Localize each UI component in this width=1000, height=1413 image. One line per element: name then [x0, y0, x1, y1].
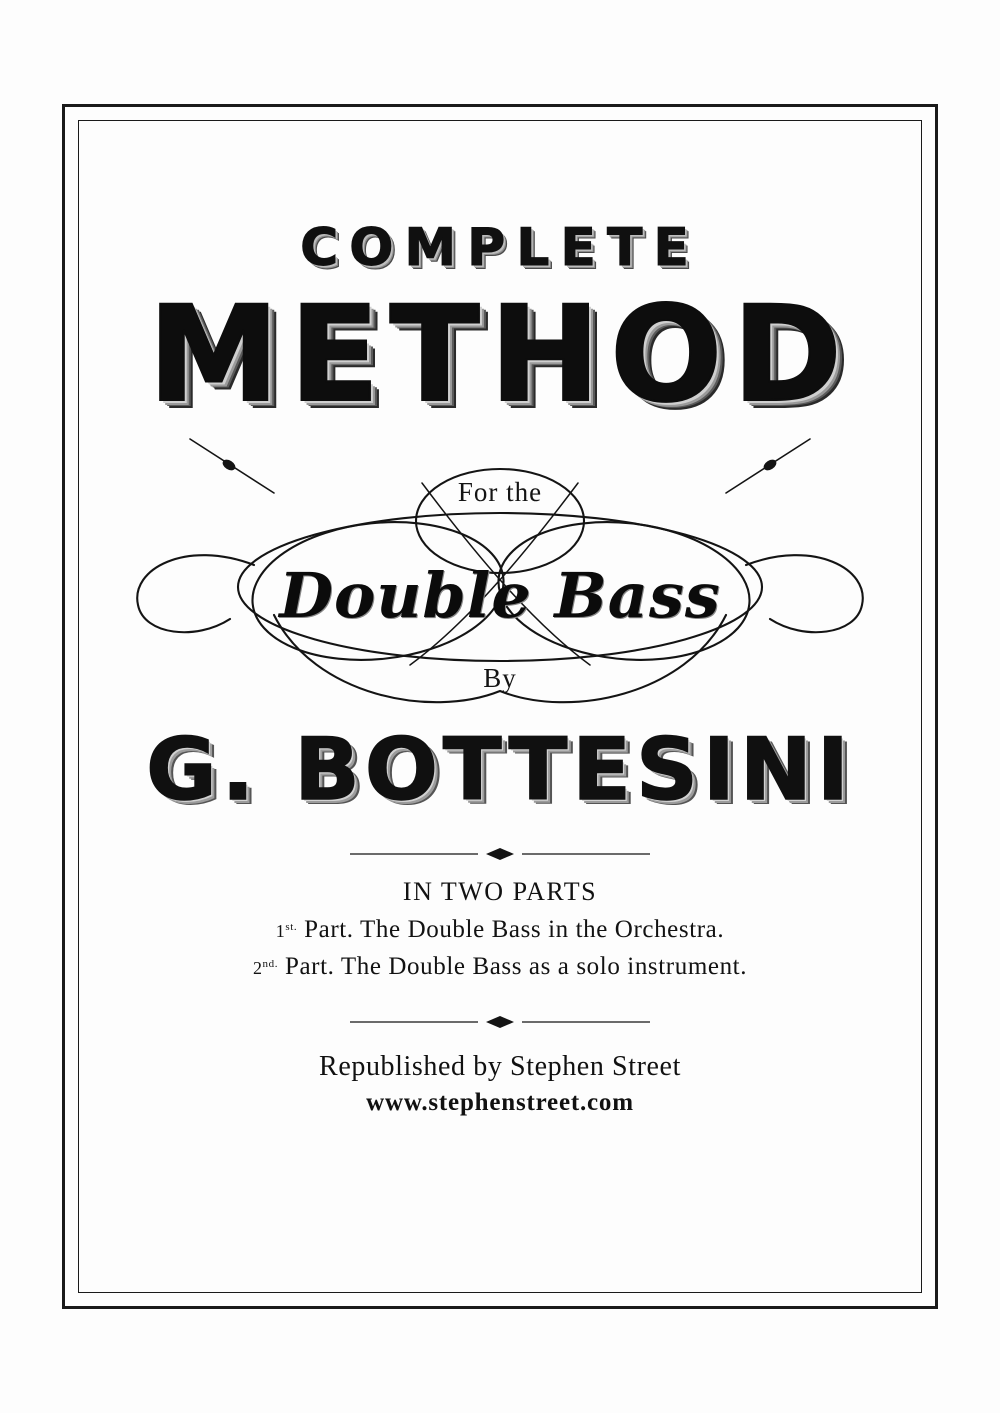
part-2-text: Part. The Double Bass as a solo instrument.	[284, 952, 748, 980]
by-label: By	[483, 662, 517, 693]
part-1-text: Part. The Double Bass in the Orchestra.	[304, 915, 725, 943]
title-line-method: METHOD	[148, 278, 852, 432]
title-page-content	[78, 120, 922, 1293]
website-line[interactable]: www.stephenstreet.com	[366, 1088, 634, 1116]
divider-ornament-bottom	[350, 1015, 650, 1029]
part-line-1	[78, 916, 922, 944]
for-the-label: For the	[457, 476, 543, 507]
composer-name: G. BOTTESINI	[146, 719, 854, 820]
publisher-line: Republished by Stephen Street	[319, 1050, 681, 1082]
part-1-ordinal: $1^{st.}$	[275, 920, 298, 941]
part-line-2	[78, 953, 922, 981]
part-2-ordinal: $2^{nd.}$	[252, 957, 279, 978]
title-line-complete: COMPLETE	[300, 218, 700, 278]
instrument-name: Double Bass	[279, 558, 721, 632]
divider-ornament-top	[350, 847, 650, 861]
parts-block	[78, 877, 922, 981]
part-2-ordinal-sup: nd.	[262, 957, 279, 970]
part-1-ordinal-sup: st.	[285, 920, 298, 933]
calligraphic-ornament	[78, 419, 922, 719]
parts-heading: IN TWO PARTS	[402, 876, 598, 906]
